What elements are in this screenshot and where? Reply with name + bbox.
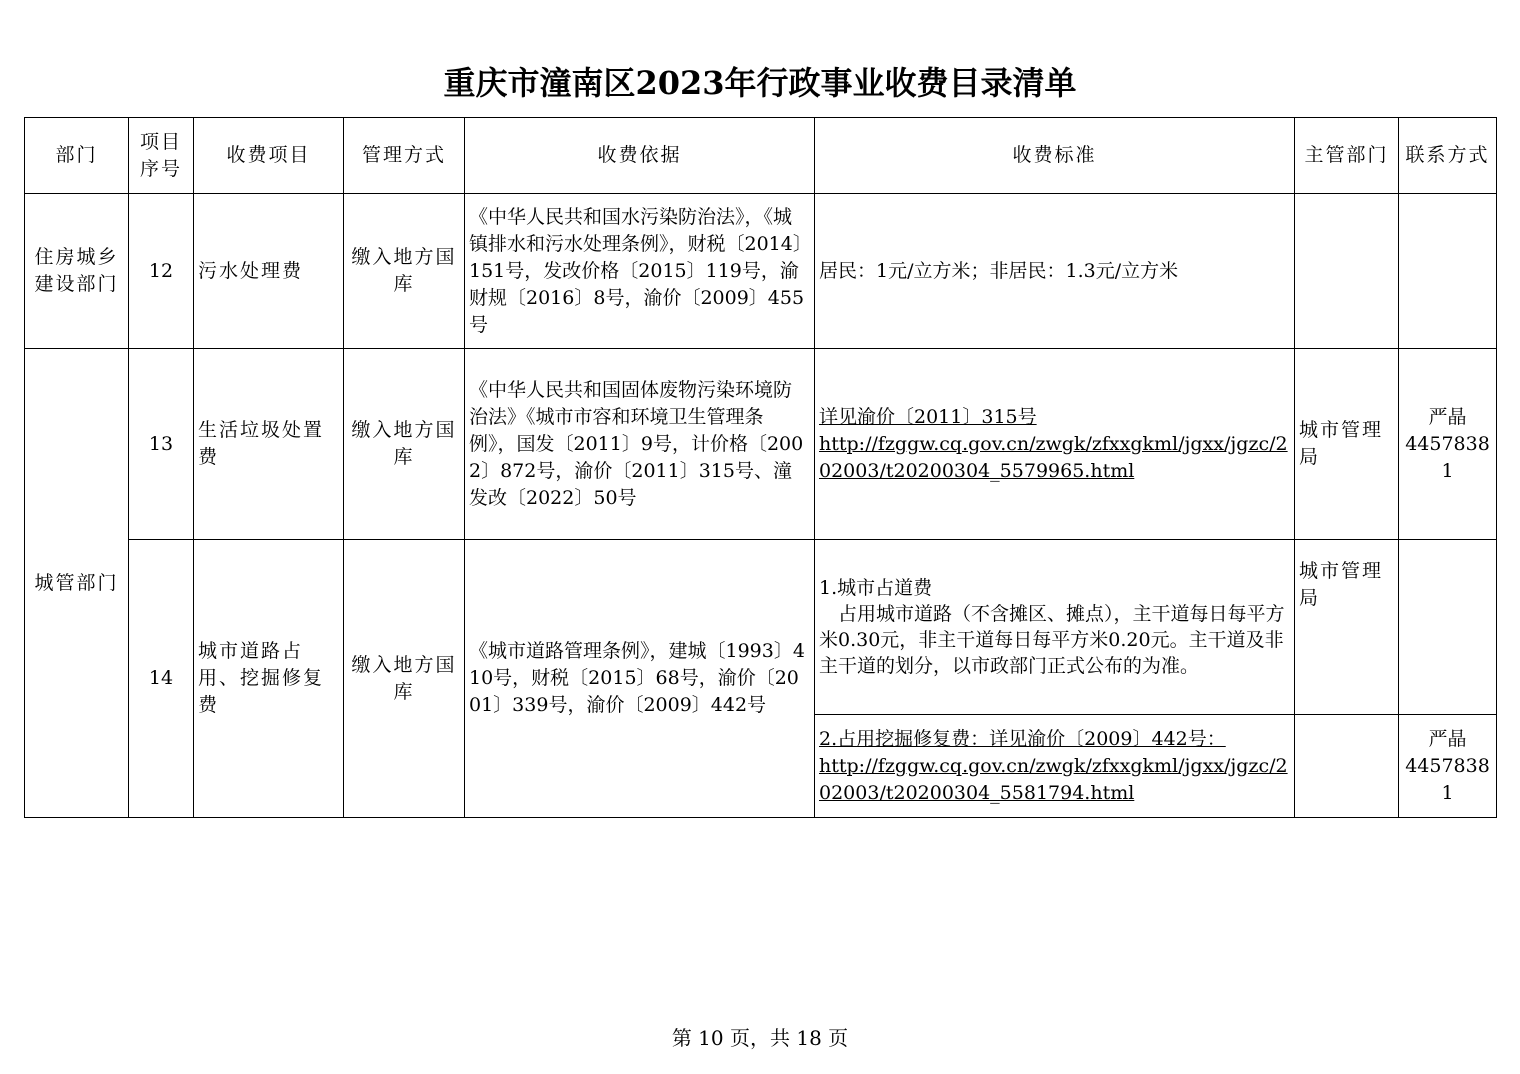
- contact-cell: [1399, 540, 1497, 715]
- contact-cell: [1399, 715, 1497, 818]
- contact-name: 严晶: [1428, 405, 1467, 428]
- standard-cell: [815, 715, 1295, 818]
- header-dept: 部门: [25, 118, 129, 194]
- standard-link[interactable]: http://fzggw.cq.gov.cn/zwgk/zfxxgkml/jgxx/jgzc/202003/t20200304_5581794.html: [819, 754, 1288, 804]
- table-row: [25, 194, 1497, 349]
- mgmt-cell: 缴入地方国库: [344, 349, 465, 540]
- standard-cell: 居民：1元/立方米；非居民：1.3元/立方米: [815, 194, 1295, 349]
- header-seq: 项目序号: [129, 118, 194, 194]
- standard-link[interactable]: http://fzggw.cq.gov.cn/zwgk/zfxxgkml/jgxx/jgzc/202003/t20200304_5579965.html: [819, 432, 1288, 482]
- page-footer: 第 10 页，共 18 页: [671, 1026, 849, 1050]
- mgmt-cell: 缴入地方国库: [344, 194, 465, 349]
- standard-reference-text: 详见渝价〔2011〕315号: [819, 405, 1037, 428]
- item-cell: 生活垃圾处置费: [194, 349, 344, 540]
- contact-phone: 44578381: [1405, 754, 1490, 804]
- authority-cell: 城市管理局: [1295, 349, 1399, 540]
- table-row: [25, 540, 1497, 715]
- contact-cell: [1399, 349, 1497, 540]
- contact-phone: 44578381: [1405, 432, 1490, 482]
- seq-cell: 12: [129, 194, 194, 349]
- seq-cell: 14: [129, 540, 194, 818]
- basis-cell: 《中华人民共和国固体废物污染环境防治法》《城市市容和环境卫生管理条例》，国发〔2011〕9号，计价格〔2002〕872号，渝价〔2011〕315号、潼发改〔2022〕50号: [465, 349, 815, 540]
- header-authority: 主管部门: [1295, 118, 1399, 194]
- standard-cell: [815, 540, 1295, 715]
- fee-table: [24, 117, 1497, 818]
- contact-name: 严晶: [1428, 727, 1467, 750]
- table-row: [25, 349, 1497, 540]
- table-header-row: [25, 118, 1497, 194]
- basis-cell: 《中华人民共和国水污染防治法》，《城镇排水和污水处理条例》，财税〔2014〕151号，发改价格〔2015〕119号，渝财规〔2016〕8号，渝价〔2009〕455号: [465, 194, 815, 349]
- dept-cell: 住房城乡建设部门: [25, 194, 129, 349]
- standard-cell: [815, 349, 1295, 540]
- seq-cell: 13: [129, 349, 194, 540]
- contact-cell: [1399, 194, 1497, 349]
- standard-text: 占用城市道路（不含摊区、摊点），主干道每日每平方米0.30元，非主干道每日每平方米0.20元。主干道及非主干道的划分，以市政部门正式公布的为准。: [819, 603, 1285, 677]
- page-title: 重庆市潼南区2023年行政事业收费目录清单: [443, 64, 1077, 102]
- authority-cell: 城市管理局: [1295, 540, 1399, 715]
- item-cell: 污水处理费: [194, 194, 344, 349]
- item-cell: 城市道路占用、挖掘修复费: [194, 540, 344, 818]
- header-contact: 联系方式: [1399, 118, 1497, 194]
- authority-cell: [1295, 194, 1399, 349]
- header-mgmt: 管理方式: [344, 118, 465, 194]
- standard-heading: 1.城市占道费: [819, 577, 933, 599]
- authority-cell: [1295, 715, 1399, 818]
- dept-cell: 城管部门: [25, 349, 129, 818]
- header-basis: 收费依据: [465, 118, 815, 194]
- basis-cell: 《城市道路管理条例》，建城〔1993〕410号，财税〔2015〕68号，渝价〔2001〕339号，渝价〔2009〕442号: [465, 540, 815, 818]
- header-standard: 收费标准: [815, 118, 1295, 194]
- header-item: 收费项目: [194, 118, 344, 194]
- standard-reference-text: 2.占用挖掘修复费：详见渝价〔2009〕442号：: [819, 727, 1226, 750]
- mgmt-cell: 缴入地方国库: [344, 540, 465, 818]
